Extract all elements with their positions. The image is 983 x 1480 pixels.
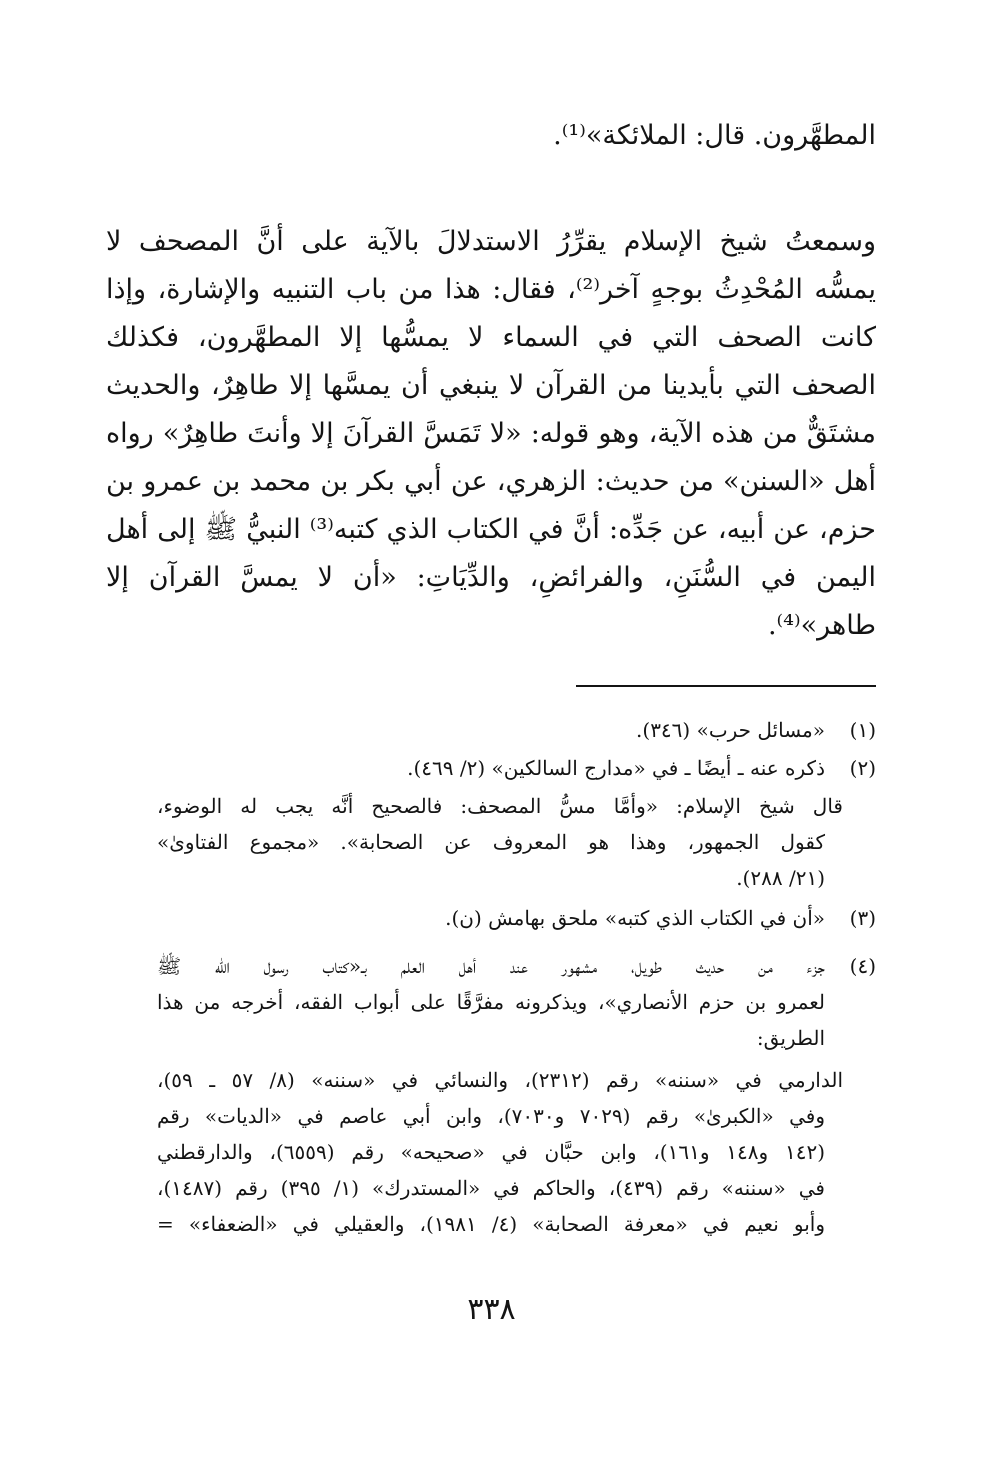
body-para-line: كانت الصحف التي في السماء لا يمسُّها إلا المطهَّرون، فكذلك <box>106 322 876 353</box>
footnote-line: جزء من حديث طويل، مشهور عند أهل العلم بـ«كتاب رسول الله ﷺ <box>157 954 825 978</box>
footnote-line: في «سننه» رقم (٤٣٩)، والحاكم في «المستدرك» (١/ ٣٩٥) رقم (١٤٨٧)، <box>157 1176 825 1200</box>
footnote-line: ذكره عنه ـ أيضًا ـ في «مدارج السالكين» (٢/ ٤٦٩). <box>407 756 825 780</box>
footnote-line: (٢١/ ٢٨٨). <box>736 866 825 890</box>
body-line-continuation: المطهَّرون. قال: الملائكة»⁽¹⁾. <box>553 120 876 151</box>
body-para-line: اليمن في السُّنَنِ، والفرائضِ، والدِّيَاتِ: «أن لا يمسَّ القرآن إلا <box>106 562 876 593</box>
footnote-number: (١) <box>849 718 876 742</box>
body-para-line: يمسُّه المُحْدِثُ بوجهٍ آخر⁽²⁾، فقال: هذا من باب التنبيه والإشارة، وإذا <box>106 274 877 305</box>
footnote-line: «أن في الكتاب الذي كتبه» ملحق بهامش (ن). <box>445 906 825 930</box>
footnote-line: قال شيخ الإسلام: «وأمَّا مسُّ المصحف: فالصحيح أنَّه يجب له الوضوء، <box>157 794 843 818</box>
footnote-line: كقول الجمهور، وهذا هو المعروف عن الصحابة». «مجموع الفتاوىٰ» <box>157 830 825 854</box>
footnote-line: وأبو نعيم في «معرفة الصحابة» (٤/ ١٩٨١)، والعقيلي في «الضعفاء» = <box>157 1212 825 1236</box>
body-para-line: طاهر»⁽⁴⁾. <box>767 610 876 641</box>
footnote-line: «مسائل حرب» (٣٤٦). <box>636 718 825 742</box>
footnote-number: (٢) <box>849 756 876 780</box>
body-para-line: الصحف التي بأيدينا من القرآن لا ينبغي أن يمسَّها إلا طاهِرٌ، والحديث <box>106 370 876 401</box>
body-para-line: مشتَقٌّ من هذه الآية، وهو قوله: «لا تَمَسَّ القرآنَ إلا وأنتَ طاهِرٌ» رواه <box>106 418 876 449</box>
footnote-line: وفي «الكبرىٰ» رقم (٧٠٢٩ و٧٠٣٠)، وابن أبي عاصم في «الديات» رقم <box>157 1104 825 1128</box>
footnote-number: (٤) <box>849 954 876 978</box>
footnote-line: (١٤٢ و١٤٨ و١٦١)، وابن حبَّان في «صحيحه» رقم (٦٥٥٩)، والدارقطني <box>157 1140 826 1164</box>
footnote-divider <box>576 685 876 687</box>
body-para-line: حزم، عن أبيه، عن جَدِّه: أنَّ في الكتاب الذي كتبه⁽³⁾ النبيُّ ﷺ إلى أهل <box>106 514 876 545</box>
page-number: ٣٣٨ <box>467 1292 516 1327</box>
body-para-line: وسمعتُ شيخ الإسلام يقرِّرُ الاستدلالَ بالآية على أنَّ المصحف لا <box>106 226 876 257</box>
footnote-line: الدارمي في «سننه» رقم (٢٣١٢)، والنسائي في «سننه» (٨/ ٥٧ ـ ٥٩)، <box>157 1068 843 1092</box>
footnote-line: الطريق: <box>756 1026 825 1050</box>
body-para-line: أهل «السنن» من حديث: الزهري، عن أبي بكر بن محمد بن عمرو بن <box>106 466 876 497</box>
footnote-line: لعمرو بن حزم الأنصاري»، ويذكرونه مفرَّقًا على أبواب الفقه، أخرجه من هذا <box>157 990 825 1014</box>
footnote-number: (٣) <box>849 906 876 930</box>
